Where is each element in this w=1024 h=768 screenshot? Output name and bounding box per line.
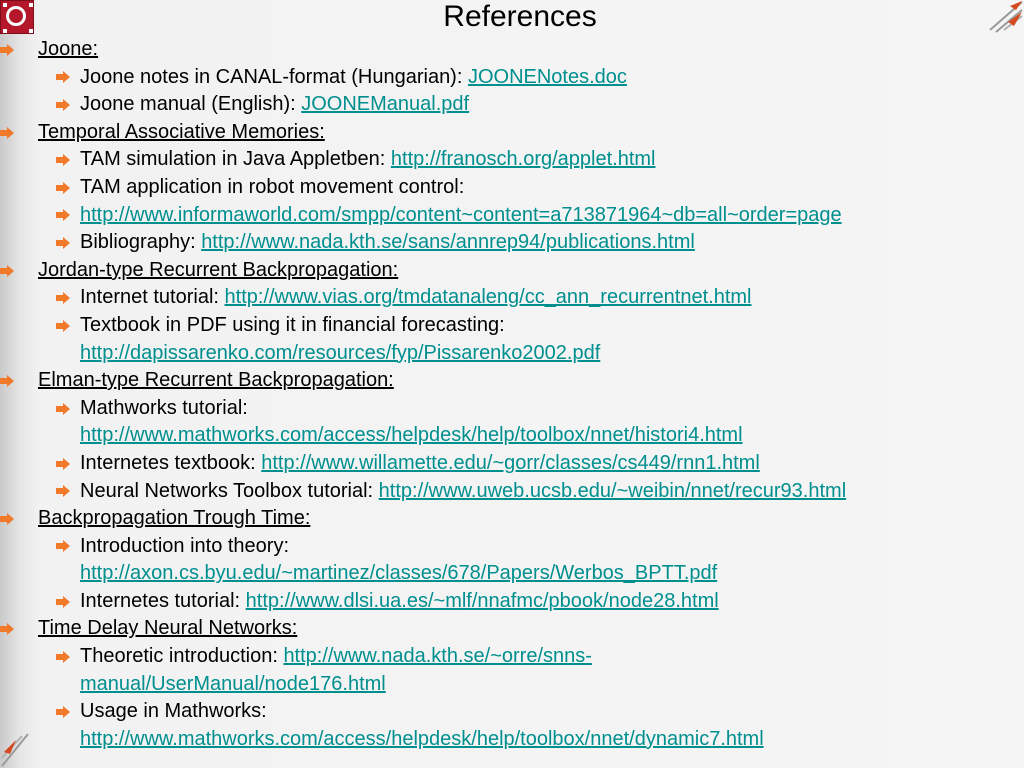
item-text: Usage in Mathworks:: [80, 700, 267, 723]
list-item: [0, 588, 1024, 616]
item-text: Joone manual (English):: [80, 93, 302, 116]
item-text: Bibliography:: [80, 231, 202, 254]
list-item: [0, 312, 1024, 367]
bullet-arrow-icon: [56, 698, 70, 726]
reference-link[interactable]: http://www.willamette.edu/~gorr/classes/cs449/rnn1.html: [261, 451, 760, 474]
reference-link[interactable]: http://franosch.org/applet.html: [390, 148, 656, 171]
reference-link[interactable]: http://www.nada.kth.se/sans/annrep94/publications.html: [201, 231, 695, 254]
section-heading-text: Joone:: [38, 38, 99, 60]
reference-link[interactable]: http://www.vias.org/tmdatanaleng/cc_ann_recurrentnet.html: [224, 286, 752, 309]
bullet-arrow-icon: [56, 395, 70, 423]
bullet-arrow-icon: [56, 284, 70, 312]
list-item: [0, 698, 1024, 753]
list-item: [0, 533, 1024, 588]
item-text: Joone notes in CANAL-format (Hungarian):: [80, 65, 468, 88]
item-text: Internetes tutorial:: [80, 589, 246, 612]
bullet-arrow-icon: [56, 533, 70, 561]
page-title: References: [443, 0, 597, 33]
bullet-arrow-icon: [56, 64, 70, 92]
list-item: [0, 229, 1024, 257]
bullet-arrow-icon: [56, 91, 70, 119]
bullet-arrow-icon: [56, 229, 70, 257]
item-text: Internetes textbook:: [80, 451, 262, 474]
reference-link[interactable]: http://www.nada.kth.se/~orre/snns-: [283, 645, 592, 668]
list-item: [0, 395, 1024, 450]
bullet-arrow-icon: [56, 202, 70, 230]
bullet-arrow-icon: [56, 146, 70, 174]
bullet-arrow-icon: [56, 478, 70, 506]
item-text: Neural Networks Toolbox tutorial:: [80, 479, 379, 502]
reference-link[interactable]: http://dapissarenko.com/resources/fyp/Pissarenko2002.pdf: [80, 341, 601, 364]
bullet-arrow-icon: [0, 257, 14, 285]
list-item: [0, 91, 1024, 119]
reference-list: [0, 36, 1024, 753]
list-item: [0, 202, 1024, 230]
section-heading-text: Backpropagation Trough Time:: [38, 507, 311, 530]
reference-link[interactable]: http://www.dlsi.ua.es/~mlf/nnafmc/pbook/node28.html: [245, 589, 719, 612]
section-heading: [0, 36, 1024, 64]
list-item: [0, 284, 1024, 312]
bullet-arrow-icon: [0, 119, 14, 147]
bullet-arrow-icon: [56, 588, 70, 616]
item-text: TAM simulation in Java Appletben:: [80, 148, 391, 171]
bullet-arrow-icon: [0, 367, 14, 395]
item-text: Internet tutorial:: [80, 286, 225, 309]
bullet-arrow-icon: [56, 312, 70, 340]
list-item: [0, 643, 1024, 698]
section-heading-text: Elman-type Recurrent Backpropagation:: [38, 369, 394, 392]
section-heading-text: Temporal Associative Memories:: [38, 120, 325, 143]
bullet-arrow-icon: [56, 450, 70, 478]
list-item: [0, 450, 1024, 478]
section-heading: [0, 257, 1024, 285]
bullet-arrow-icon: [56, 643, 70, 671]
reference-link[interactable]: manual/UserManual/node176.html: [80, 672, 386, 695]
reference-link[interactable]: http://www.informaworld.com/smpp/content~content=a713871964~db=all~order=page: [80, 203, 842, 226]
item-text: Introduction into theory:: [80, 534, 290, 557]
bullet-arrow-icon: [56, 174, 70, 202]
section-heading-text: Jordan-type Recurrent Backpropagation:: [38, 258, 399, 281]
list-item: [0, 146, 1024, 174]
reference-link[interactable]: JOONEManual.pdf: [301, 93, 470, 116]
bullet-arrow-icon: [0, 505, 14, 533]
item-text: Theoretic introduction:: [80, 645, 284, 668]
section-heading: [0, 615, 1024, 643]
section-heading: [0, 505, 1024, 533]
bullet-arrow-icon: [0, 36, 14, 64]
section-heading: [0, 119, 1024, 147]
list-item: [0, 174, 1024, 202]
item-text: TAM application in robot movement control:: [80, 175, 465, 198]
list-item: [0, 478, 1024, 506]
section-heading-text: Time Delay Neural Networks:: [38, 617, 298, 640]
list-item: [0, 64, 1024, 92]
reference-link[interactable]: http://www.mathworks.com/access/helpdesk/help/toolbox/nnet/histori4.html: [80, 424, 743, 447]
reference-link[interactable]: http://www.mathworks.com/access/helpdesk/help/toolbox/nnet/dynamic7.html: [80, 727, 764, 750]
reference-link[interactable]: JOONENotes.doc: [467, 65, 627, 88]
reference-link[interactable]: http://www.uweb.ucsb.edu/~weibin/nnet/recur93.html: [378, 479, 847, 502]
bullet-arrow-icon: [0, 615, 14, 643]
section-heading: [0, 367, 1024, 395]
item-text: Mathworks tutorial:: [80, 396, 248, 419]
reference-link[interactable]: http://axon.cs.byu.edu/~martinez/classes/678/Papers/Werbos_BPTT.pdf: [80, 562, 718, 585]
item-text: Textbook in PDF using it in financial forecasting:: [80, 313, 505, 336]
